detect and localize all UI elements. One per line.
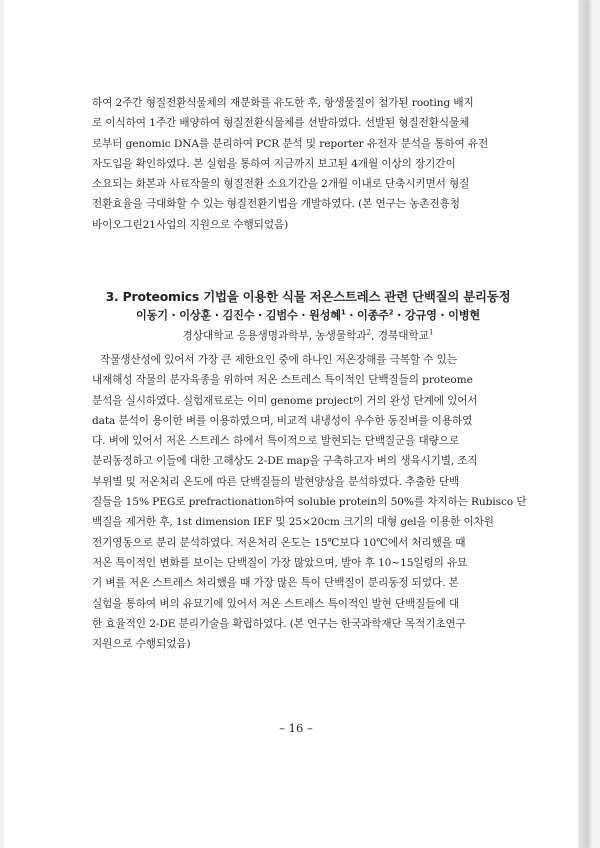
paragraph-line: 바이오그린21사업의 지원으로 수행되었음) <box>92 218 289 231</box>
paragraph-line: 다. 벼에 있어서 저온 스트레스 하에서 특이적으로 발현되는 단백질군을 대량으로 <box>92 435 460 448</box>
paragraph-line: 질들을 15% PEG로 prefractionation하여 soluble protein의 50%를 차지하는 Rubisco 단 <box>92 496 527 509</box>
body-paragraph-continued <box>92 93 522 235</box>
paragraph-line: 자도입을 확인하였다. 본 실험을 통하여 지금까지 보고된 4개월 이상의 장기간이 <box>92 157 456 170</box>
author-superscript: 2 <box>388 308 394 317</box>
affiliation-superscript: 1 <box>428 328 434 337</box>
paragraph-line: 로 이식하여 1주간 배양하여 형질전환식물체를 선발하였다. 선발된 형질전환식물체 <box>92 117 470 130</box>
paragraph-line: 로부터 genomic DNA를 분리하여 PCR 분석 및 reporter 유전자 분석을 통하여 유전 <box>92 137 489 150</box>
page-number: – 16 – <box>279 721 313 735</box>
paragraph-line: 전기영동으로 분리 분석하였다. 저온처리 온도는 15℃보다 10℃에서 처리했을 때 <box>92 536 466 549</box>
paragraph-line: 실험을 통하여 벼의 유묘기에 있어서 저온 스트레스 특이적인 발현 단백질들에 대 <box>92 597 460 610</box>
paragraph-line: 전환효율을 극대화할 수 있는 형질전환기법을 개발하였다. (본 연구는 농촌진흥청 <box>92 198 460 211</box>
section-title: 3. Proteomics 기법을 이용한 식물 저온스트레스 관련 단백질의 분리동정 <box>105 289 511 304</box>
authors-part: · 강규영 · 이병현 <box>393 309 480 322</box>
paragraph-line: 분리동정하고 이들에 대한 고해상도 2-DE map을 구축하고자 벼의 생육시기별, 조직 <box>92 455 478 468</box>
abstract-paragraph <box>92 350 527 654</box>
author-list <box>90 307 526 323</box>
paragraph-line: 분석을 실시하였다. 실험재료로는 이미 genome project이 거의 완성 단계에 있어서 <box>92 394 478 407</box>
authors-part: · 이종주 <box>345 309 389 322</box>
affiliation-superscript: 2 <box>366 328 372 337</box>
paragraph-line: 저온 특이적인 변화를 보이는 단백질이 가장 많았으며, 발아 후 10~15일령의 유묘 <box>92 556 468 569</box>
paragraph-line: 소요되는 화본과 사료작물의 형질전환 소요기간을 2개월 이내로 단축시키면서 형질 <box>92 178 470 191</box>
affiliation-part: , 경북대학교 <box>371 330 429 342</box>
paragraph-line: 작물생산성에 있어서 가장 큰 제한요인 중에 하나인 저온장해를 극복할 수 있는 <box>100 354 457 366</box>
paragraph-line: 지원으로 수행되었음) <box>92 638 191 651</box>
page-edge <box>578 0 588 848</box>
paragraph-line: 백질을 제거한 후, 1st dimension IEF 및 25×20cm 크기의 대형 gel을 이용한 이차원 <box>92 516 494 529</box>
affiliation <box>90 328 526 343</box>
affiliation-part: 경상대학교 응용생명과학부, 농생물학과 <box>182 330 367 342</box>
paragraph-line: 부위별 및 저온처리 온도에 따른 단백질들의 발현양상을 분석하였다. 추출한 단백 <box>92 475 460 488</box>
authors-part: 이동기 · 이상훈 · 김진수 · 김범수 · 원성혜 <box>135 309 341 322</box>
paragraph-line: 내재해성 작물의 분자육종을 위하여 저온 스트레스 특이적인 단백질들의 proteome <box>92 374 473 387</box>
document-page <box>4 0 588 848</box>
paragraph-line: data 분석이 용이한 벼를 이용하였으며, 비교적 내냉성이 우수한 동진벼를 이용하였 <box>92 414 473 427</box>
author-superscript: 1 <box>340 308 346 317</box>
paragraph-line: 기 벼를 저온 스트레스 처리했을 때 가장 많은 특이 단백질이 분리동정 되었다. 본 <box>92 577 459 590</box>
paragraph-line: 하여 2주간 형질전환식물체의 재분화를 유도한 후, 항생물질이 첨가된 rooting 배지 <box>92 97 474 109</box>
paragraph-line: 한 효율적인 2-DE 분리기술을 확립하였다. (본 연구는 한국과학재단 목적기초연구 <box>92 617 466 630</box>
